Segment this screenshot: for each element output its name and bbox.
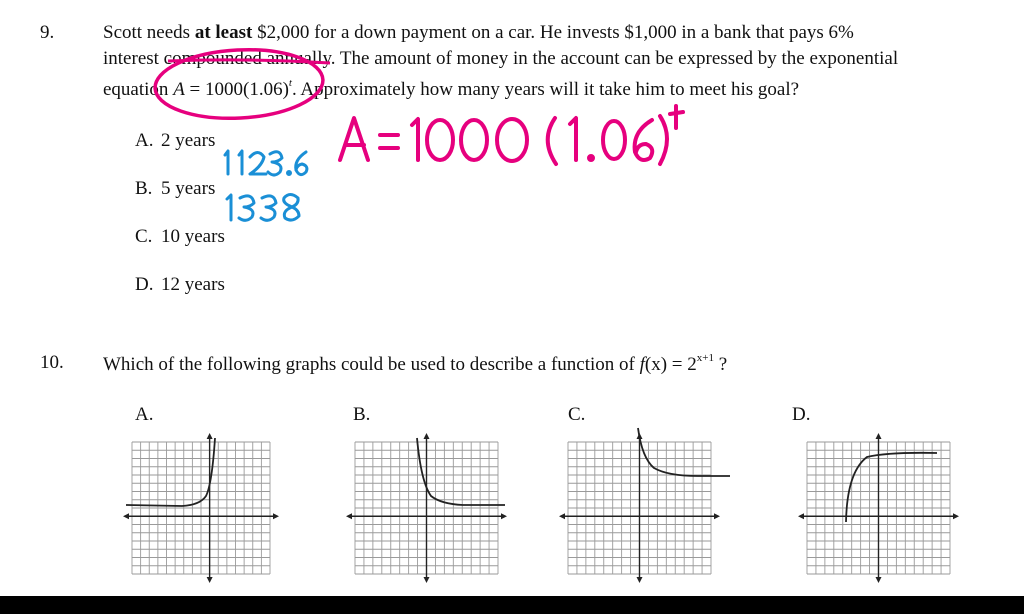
choice-a[interactable]: A. 2 years xyxy=(135,130,216,151)
graph-a-curve xyxy=(126,438,215,506)
blue-handwritten-value-1 xyxy=(225,151,307,175)
blue-handwritten-value-2 xyxy=(227,195,299,221)
question-9-number: 9. xyxy=(40,22,55,43)
grid-lines xyxy=(132,442,270,574)
question-10-text: Which of the following graphs could be used to describe a function of $f(x) = 2^{x+1}$ ? xyxy=(103,352,728,375)
choice-c[interactable]: C. 10 years xyxy=(135,226,225,247)
choice-d[interactable]: D. 12 years xyxy=(135,274,225,295)
question-9-line-1: Scott needs at least $2,000 for a down payment on a car. He invests $1,000 in a bank that pays 6% xyxy=(103,22,854,43)
video-bottom-bar xyxy=(0,596,1024,614)
graph-label-d: D. xyxy=(792,404,811,425)
question-9-line-3: equation $A = 1000(1.06)^t$. Approximately how many years will it take him to meet his goal? xyxy=(103,77,800,100)
pink-handwritten-equation xyxy=(340,106,683,164)
question-10-number: 10. xyxy=(40,352,64,373)
choice-b[interactable]: B. 5 years xyxy=(135,178,216,199)
question-9-line-2: interest compounded annually. The amount of money in the account can be expressed by the exponential xyxy=(103,48,899,69)
graph-c[interactable] xyxy=(558,426,733,584)
graph-label-a: A. xyxy=(135,404,154,425)
graph-b[interactable] xyxy=(345,432,510,584)
graph-label-b: B. xyxy=(353,404,371,425)
equation: $A = 1000(1.06)^t$ xyxy=(173,77,292,100)
graph-label-c: C. xyxy=(568,404,586,425)
graph-a[interactable] xyxy=(122,432,282,584)
graph-b-curve xyxy=(417,438,505,505)
graph-d[interactable] xyxy=(797,432,962,584)
